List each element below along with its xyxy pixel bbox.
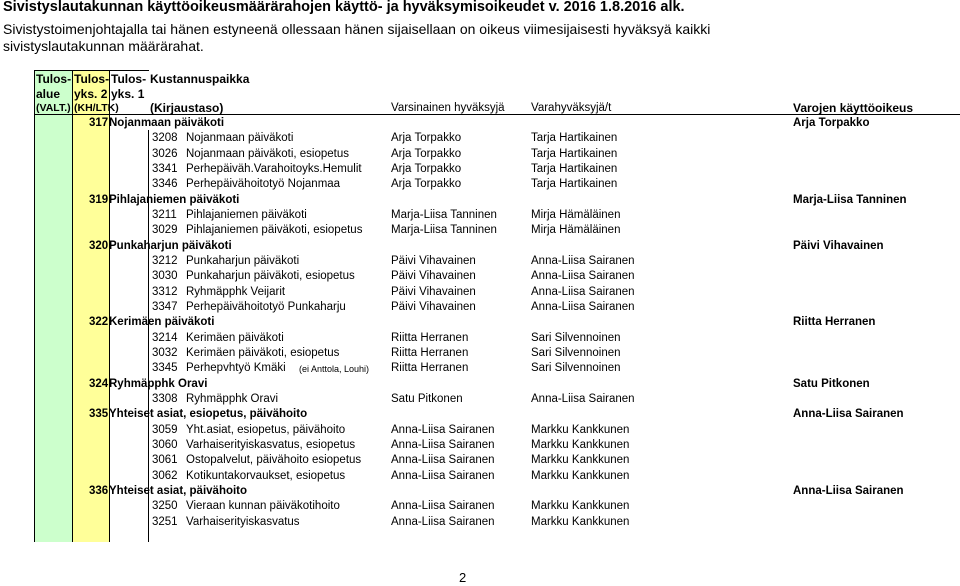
deputy-approver: Anna-Liisa Sairanen — [531, 254, 635, 267]
unit-responsible: Päivi Vihavainen — [793, 239, 884, 252]
deputy-approver: Markku Kankkunen — [531, 454, 630, 467]
unit-responsible: Arja Torpakko — [793, 117, 870, 129]
cost-center-code: 3251 — [152, 515, 178, 528]
cost-center-code: 3250 — [152, 500, 178, 513]
unit-code: 319 — [89, 193, 109, 206]
cost-center-row — [0, 270, 960, 285]
unit-code: 320 — [89, 239, 109, 252]
cost-center-code: 3026 — [152, 147, 178, 160]
cost-center-name: Vieraan kunnan päiväkotihoito — [186, 500, 340, 513]
cost-center-row — [0, 301, 960, 316]
primary-approver: Satu Pitkonen — [391, 392, 463, 405]
cost-center-code: 3214 — [152, 331, 178, 344]
primary-approver: Anna-Liisa Sairanen — [391, 423, 495, 436]
primary-approver: Marja-Liisa Tanninen — [391, 224, 497, 237]
header-kayttooikeus: Varojen käyttöoikeus — [793, 101, 914, 115]
deputy-approver: Markku Kankkunen — [531, 438, 630, 451]
cost-center-code: 3061 — [152, 454, 178, 467]
cost-center-row — [0, 393, 960, 408]
unit-responsible: Riitta Herranen — [793, 316, 876, 329]
document-title: Sivistyslautakunnan käyttöoikeusmäärärahojen käyttö- ja hyväksymisoikeudet v. 2016 1.8.2016 alk. — [3, 0, 685, 15]
deputy-approver: Tarja Hartikainen — [531, 162, 618, 175]
header-valt: (VALT.) — [36, 102, 71, 114]
deputy-approver: Anna-Liisa Sairanen — [531, 270, 635, 283]
unit-row — [0, 485, 960, 500]
unit-name: Yhteiset asiat, päivähoito — [109, 484, 248, 497]
deputy-approver: Anna-Liisa Sairanen — [531, 392, 635, 405]
cost-center-name: Perhepäivähoitotyö Punkaharju — [186, 300, 346, 313]
deputy-approver: Markku Kankkunen — [531, 469, 630, 482]
cost-center-name: Perhepvhtyö Kmäki — [186, 362, 286, 375]
cost-center-name: Perhepäivähoitotyö Nojanmaa — [186, 178, 341, 191]
cost-center-note: (ei Anttola, Louhi) — [299, 364, 370, 375]
cost-center-row — [0, 516, 960, 531]
cost-center-name: Yht.asiat, esiopetus, päivähoito — [186, 423, 346, 436]
primary-approver: Riitta Herranen — [391, 346, 469, 359]
cost-center-code: 3308 — [152, 392, 178, 405]
deputy-approver: Sari Silvennoinen — [531, 362, 621, 375]
cost-center-name: Kerimäen päiväkoti — [186, 331, 284, 344]
deputy-approver: Sari Silvennoinen — [531, 346, 621, 359]
unit-name: Nojanmaan päiväkoti — [109, 117, 225, 129]
cost-center-code: 3062 — [152, 469, 178, 482]
primary-approver: Arja Torpakko — [391, 132, 462, 145]
unit-name: Yhteiset asiat, esiopetus, päivähoito — [109, 408, 308, 421]
cost-center-name: Pihlajaniemen päiväkoti — [186, 208, 307, 221]
cost-center-code: 3029 — [152, 224, 178, 237]
unit-row — [0, 117, 960, 132]
unit-row — [0, 316, 960, 331]
unit-responsible: Anna-Liisa Sairanen — [793, 408, 904, 421]
primary-approver: Riitta Herranen — [391, 331, 469, 344]
primary-approver: Anna-Liisa Sairanen — [391, 438, 495, 451]
cost-center-row — [0, 454, 960, 469]
primary-approver: Arja Torpakko — [391, 178, 462, 191]
cost-center-code: 3347 — [152, 300, 178, 313]
primary-approver: Anna-Liisa Sairanen — [391, 469, 495, 482]
primary-approver: Päivi Vihavainen — [391, 300, 476, 313]
cost-center-name: Nojanmaan päiväkoti — [186, 132, 294, 145]
header-kh-ltk: (KH/LTK) — [74, 102, 119, 114]
intro-line-1: Sivistystoimenjohtajalla tai hänen estyneenä ollessaan hänen sijaisellaan on oikeus viimesijaisesti hyväksyä kaikki — [3, 21, 711, 37]
header-kirjaustaso: (Kirjaustaso) — [150, 101, 224, 115]
deputy-approver: Tarja Hartikainen — [531, 132, 618, 145]
cost-center-code: 3032 — [152, 346, 178, 359]
unit-code: 324 — [89, 377, 109, 390]
deputy-approver: Markku Kankkunen — [531, 423, 630, 436]
cost-center-row — [0, 163, 960, 178]
unit-code: 336 — [89, 484, 109, 497]
unit-responsible: Satu Pitkonen — [793, 377, 870, 390]
cost-center-row — [0, 209, 960, 224]
deputy-approver: Markku Kankkunen — [531, 515, 630, 528]
deputy-approver: Sari Silvennoinen — [531, 331, 621, 344]
deputy-approver: Anna-Liisa Sairanen — [531, 285, 635, 298]
primary-approver: Arja Torpakko — [391, 162, 462, 175]
deputy-approver: Tarja Hartikainen — [531, 147, 618, 160]
cost-center-name: Ostopalvelut, päivähoito esiopetus — [186, 454, 362, 467]
cost-center-name: Varhaiserityiskasvatus, esiopetus — [186, 438, 356, 451]
header-yks1: yks. 1 — [111, 87, 145, 101]
primary-approver: Päivi Vihavainen — [391, 270, 476, 283]
primary-approver: Päivi Vihavainen — [391, 285, 476, 298]
unit-row — [0, 240, 960, 255]
header-varsinainen: Varsinainen hyväksyjä — [391, 102, 505, 114]
header-tulos-1: Tulos- — [36, 72, 72, 86]
unit-row — [0, 378, 960, 393]
primary-approver: Päivi Vihavainen — [391, 254, 476, 267]
deputy-approver: Mirja Hämäläinen — [531, 224, 621, 237]
cost-center-row — [0, 286, 960, 301]
cost-center-code: 3346 — [152, 178, 178, 191]
unit-name: Kerimäen päiväkoti — [109, 316, 215, 329]
cost-center-name: Punkaharjun päiväkoti, esiopetus — [186, 270, 355, 283]
unit-code: 322 — [89, 316, 109, 329]
cost-center-code: 3208 — [152, 132, 178, 145]
unit-code: 317 — [89, 117, 109, 129]
unit-responsible: Marja-Liisa Tanninen — [793, 193, 907, 206]
intro-line-2: sivistyslautakunnan määrärahat. — [3, 38, 204, 54]
cost-center-name: Ryhmäpphk Oravi — [186, 392, 279, 405]
header-varahyvaksyja: Varahyväksyjä/t — [531, 102, 612, 114]
header-top-border — [34, 70, 149, 71]
header-tulos-3: Tulos- — [111, 72, 147, 86]
header-yks2: yks. 2 — [74, 87, 108, 101]
cost-center-code: 3059 — [152, 423, 178, 436]
cost-center-code: 3212 — [152, 254, 178, 267]
primary-approver: Anna-Liisa Sairanen — [391, 500, 495, 513]
header-kustannuspaikka: Kustannuspaikka — [150, 72, 250, 86]
cost-center-name: Perhepäiväh.Varahoitoyks.Hemulit — [186, 162, 362, 175]
cost-center-row — [0, 470, 960, 485]
cost-center-row — [0, 148, 960, 163]
cost-center-name: Kerimäen päiväkoti, esiopetus — [186, 346, 340, 359]
cost-center-name: Nojanmaan päiväkoti, esiopetus — [186, 147, 350, 160]
primary-approver: Arja Torpakko — [391, 147, 462, 160]
cost-center-code: 3341 — [152, 162, 178, 175]
unit-row — [0, 408, 960, 423]
cost-center-row — [0, 224, 960, 239]
primary-approver: Marja-Liisa Tanninen — [391, 208, 497, 221]
deputy-approver: Anna-Liisa Sairanen — [531, 300, 635, 313]
primary-approver: Riitta Herranen — [391, 362, 469, 375]
cost-center-name: Ryhmäpphk Veijarit — [186, 285, 286, 298]
deputy-approver: Tarja Hartikainen — [531, 178, 618, 191]
deputy-approver: Markku Kankkunen — [531, 500, 630, 513]
unit-responsible: Anna-Liisa Sairanen — [793, 484, 904, 497]
unit-name: Pihlajaniemen päiväkoti — [109, 193, 240, 206]
cost-center-row — [0, 347, 960, 362]
cost-center-row — [0, 362, 960, 377]
cost-center-row — [0, 500, 960, 515]
cost-center-code: 3060 — [152, 438, 178, 451]
header-alue: alue — [36, 87, 61, 101]
cost-center-code: 3345 — [152, 362, 178, 375]
cost-center-row — [0, 424, 960, 439]
cost-center-row — [0, 255, 960, 270]
cost-center-name: Varhaiserityiskasvatus — [186, 515, 300, 528]
cost-center-code: 3211 — [152, 208, 177, 221]
unit-row — [0, 194, 960, 209]
cost-center-code: 3312 — [152, 285, 178, 298]
cost-center-row — [0, 132, 960, 147]
cost-center-row — [0, 332, 960, 347]
cost-center-name: Kotikuntakorvaukset, esiopetus — [186, 469, 346, 482]
page-number: 2 — [459, 570, 467, 585]
unit-code: 335 — [89, 408, 109, 421]
deputy-approver: Mirja Hämäläinen — [531, 208, 621, 221]
unit-name: Ryhmäpphk Oravi — [109, 377, 208, 390]
cost-center-row — [0, 439, 960, 454]
cost-center-name: Pihlajaniemen päiväkoti, esiopetus — [186, 224, 363, 237]
cost-center-row — [0, 178, 960, 193]
cost-center-code: 3030 — [152, 270, 178, 283]
unit-name: Punkaharjun päiväkoti — [109, 239, 232, 252]
cost-center-name: Punkaharjun päiväkoti — [186, 254, 300, 267]
primary-approver: Anna-Liisa Sairanen — [391, 515, 495, 528]
primary-approver: Anna-Liisa Sairanen — [391, 454, 495, 467]
header-tulos-2: Tulos- — [74, 72, 110, 86]
